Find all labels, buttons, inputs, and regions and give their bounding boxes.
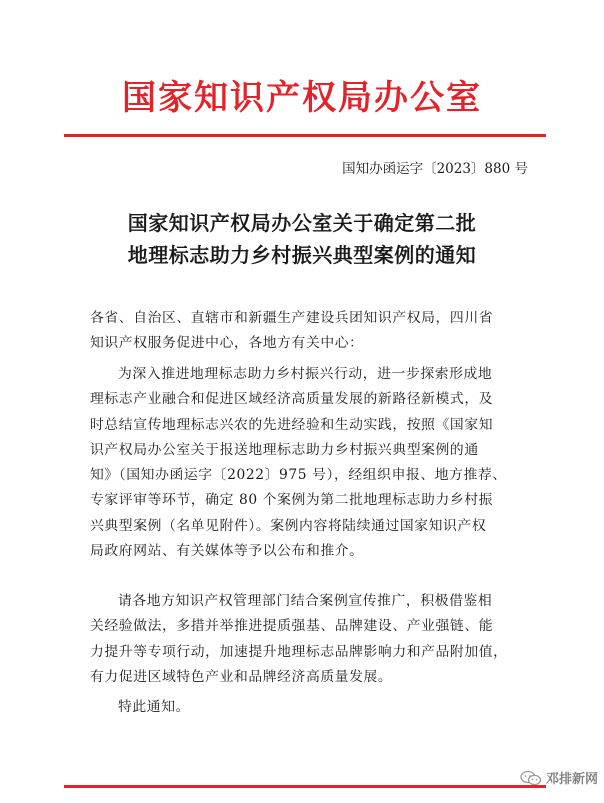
paragraph-1-line: 识产权局办公室关于报送地理标志助力乡村振兴典型案例的通 — [90, 441, 479, 458]
header-red-rule — [64, 134, 546, 137]
footer-red-rule — [64, 785, 546, 788]
paragraph-1-line: 为深入推进地理标志助力乡村振兴行动，进一步探索形成地 — [118, 366, 493, 382]
paragraph-2-line: 请各地方知识产权管理部门结合案例宣传推广，积极借鉴相 — [118, 593, 493, 609]
addressee-line-1: 各省、自治区、直辖市和新疆生产建设兵团知识产权局，四川省 — [90, 310, 494, 326]
wechat-icon — [520, 770, 542, 786]
closing-text — [90, 695, 542, 720]
document-number: 国知办函运字〔2023〕880 号 — [342, 161, 528, 177]
paragraph-1-line: 兴典型案例（名单见附件）。案例内容将陆续通过国家知识产权 — [90, 517, 487, 534]
paragraph-2-line: 有力促进区域特色产业和品牌经济高质量发展。 — [90, 668, 393, 685]
addressee-block — [90, 306, 542, 357]
notice-title — [0, 207, 604, 271]
paragraph-1-line: 专家评审等环节，确定 80 个案例为第二批地理标志助力乡村振 — [90, 492, 494, 509]
addressee-line-2: 知识产权服务促进中心，各地方有关中心： — [90, 335, 364, 352]
paragraph-1-line: 理标志产业融合和促进区域经济高质量发展的新路径新模式，及 — [90, 391, 494, 408]
paragraph-2 — [90, 589, 542, 690]
paragraph-1-line: 局政府网站、有关媒体等予以公布和推介。 — [90, 543, 364, 560]
notice-title-line-1: 国家知识产权局办公室关于确定第二批 — [127, 211, 477, 235]
paragraph-2-line: 力提升等专项行动，加速提升地理标志品牌影响力和产品附加值， — [90, 643, 508, 660]
paragraph-1 — [90, 362, 542, 564]
office-header-title: 国家知识产权局办公室 — [122, 78, 482, 118]
watermark-text: 邓排新网 — [545, 772, 598, 787]
notice-title-line-2: 地理标志助力乡村振兴典型案例的通知 — [127, 243, 477, 267]
paragraph-2-line: 关经验做法，多措并举推进提质强基、品牌建设、产业强链、能 — [90, 618, 494, 635]
closing-line: 特此通知。 — [118, 699, 190, 715]
paragraph-1-line: 知》（国知办函运字〔2022〕975 号），经组织申报、地方推荐、 — [90, 467, 507, 484]
watermark — [520, 768, 598, 787]
paragraph-1-line: 时总结宣传地理标志兴农的先进经验和生动实践，按照《国家知 — [90, 416, 494, 433]
